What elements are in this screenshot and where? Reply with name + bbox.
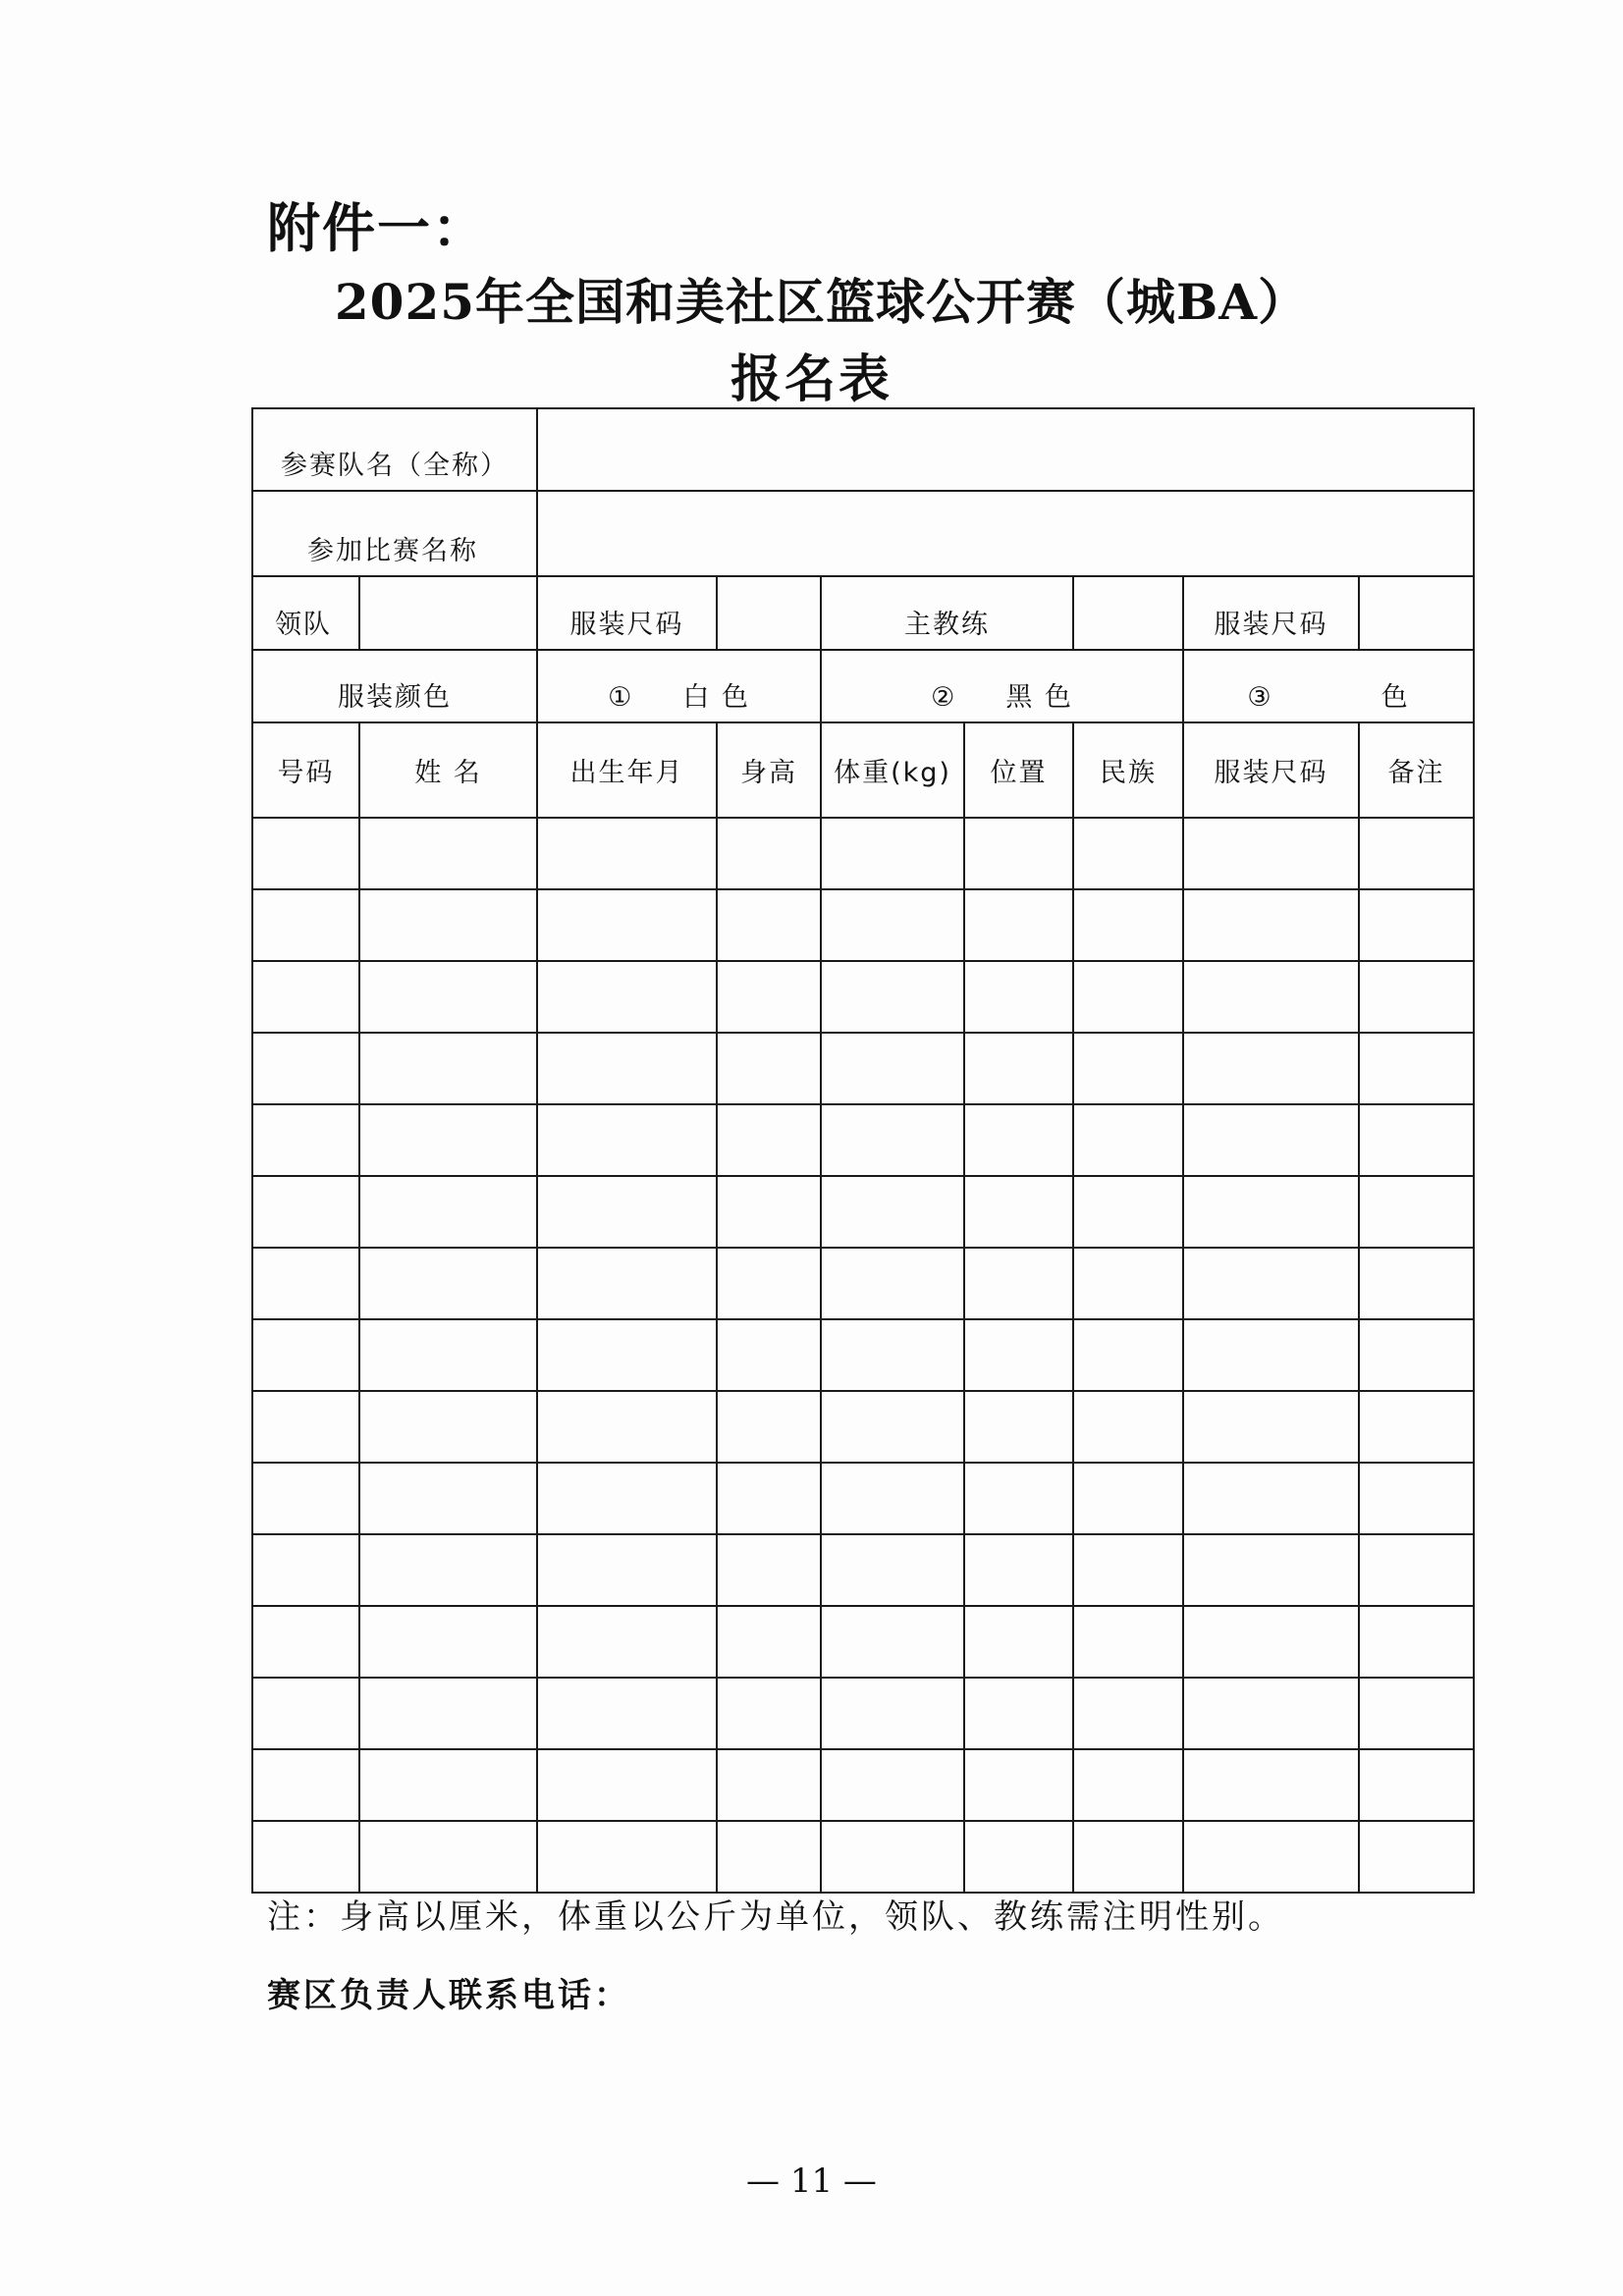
color-option-1-name: 白 色: [682, 682, 750, 713]
player-cell[interactable]: [537, 1104, 717, 1176]
player-row: [252, 1678, 1474, 1749]
player-cell[interactable]: [717, 1606, 821, 1678]
coach-size-label: 服装尺码: [1183, 576, 1359, 650]
player-cell[interactable]: [1183, 889, 1359, 961]
player-cell[interactable]: [717, 1319, 821, 1391]
player-cell[interactable]: [252, 1033, 359, 1104]
competition-field[interactable]: [537, 491, 1474, 576]
player-cell[interactable]: [1183, 1821, 1359, 1893]
player-cell[interactable]: [1183, 1678, 1359, 1749]
player-cell[interactable]: [1073, 1391, 1183, 1463]
player-cell[interactable]: [821, 1678, 964, 1749]
player-cell[interactable]: [821, 1391, 964, 1463]
player-cell[interactable]: [252, 1391, 359, 1463]
player-cell[interactable]: [359, 1391, 537, 1463]
player-cell[interactable]: [964, 1749, 1073, 1821]
player-row: [252, 818, 1474, 889]
col-header-name: 姓 名: [359, 722, 537, 818]
player-cell[interactable]: [252, 1749, 359, 1821]
player-cell[interactable]: [252, 1176, 359, 1248]
player-cell[interactable]: [1073, 1678, 1183, 1749]
player-cell[interactable]: [1183, 1606, 1359, 1678]
player-cell[interactable]: [252, 1534, 359, 1606]
player-cell[interactable]: [1359, 818, 1474, 889]
player-cell[interactable]: [359, 889, 537, 961]
player-cell[interactable]: [1359, 1319, 1474, 1391]
player-cell[interactable]: [359, 961, 537, 1033]
team-name-row: [252, 408, 1474, 491]
player-cell[interactable]: [1073, 1463, 1183, 1534]
color-option-2[interactable]: [821, 650, 1183, 722]
player-cell[interactable]: [964, 1534, 1073, 1606]
player-cell[interactable]: [1183, 1319, 1359, 1391]
staff-row: [252, 576, 1474, 650]
col-header-size: 服装尺码: [1183, 722, 1359, 818]
player-cell[interactable]: [821, 1248, 964, 1319]
player-cell[interactable]: [717, 1821, 821, 1893]
head-coach-field[interactable]: [1073, 576, 1183, 650]
uniform-color-row: [252, 650, 1474, 722]
player-cell[interactable]: [359, 1749, 537, 1821]
col-header-height: 身高: [717, 722, 821, 818]
contact-label: 赛区负责人联系电话：: [267, 1976, 630, 2015]
player-cell[interactable]: [252, 1606, 359, 1678]
player-cell[interactable]: [252, 961, 359, 1033]
player-cell[interactable]: [359, 1033, 537, 1104]
player-cell[interactable]: [359, 1319, 537, 1391]
player-cell[interactable]: [537, 1319, 717, 1391]
col-header-ethnicity: 民族: [1073, 722, 1183, 818]
player-cell[interactable]: [821, 1749, 964, 1821]
player-cell[interactable]: [537, 889, 717, 961]
player-row: [252, 1391, 1474, 1463]
player-cell[interactable]: [252, 1678, 359, 1749]
coach-size-field[interactable]: [1359, 576, 1474, 650]
player-cell[interactable]: [717, 1391, 821, 1463]
player-row: [252, 1606, 1474, 1678]
player-cell[interactable]: [1359, 1248, 1474, 1319]
color-option-1-num: ①: [608, 682, 634, 713]
player-cell[interactable]: [717, 1678, 821, 1749]
player-cell[interactable]: [1183, 1534, 1359, 1606]
player-cell[interactable]: [821, 1033, 964, 1104]
player-cell[interactable]: [717, 961, 821, 1033]
player-cell[interactable]: [964, 1176, 1073, 1248]
player-cell[interactable]: [537, 1534, 717, 1606]
player-cell[interactable]: [537, 1678, 717, 1749]
player-cell[interactable]: [1359, 1678, 1474, 1749]
player-row: [252, 1176, 1474, 1248]
player-cell[interactable]: [821, 961, 964, 1033]
competition-row: [252, 491, 1474, 576]
player-cell[interactable]: [1359, 1033, 1474, 1104]
col-header-position: 位置: [964, 722, 1073, 818]
form-title: 2025年全国和美社区篮球公开赛（城BA）: [334, 273, 1309, 331]
player-row: [252, 1749, 1474, 1821]
player-cell[interactable]: [359, 1606, 537, 1678]
color-option-2-name: 黑 色: [1005, 682, 1073, 713]
player-cell[interactable]: [717, 1463, 821, 1534]
player-cell[interactable]: [1359, 1463, 1474, 1534]
player-cell[interactable]: [252, 1463, 359, 1534]
player-row: [252, 1319, 1474, 1391]
player-cell[interactable]: [1073, 1248, 1183, 1319]
player-cell[interactable]: [964, 1821, 1073, 1893]
col-header-number: 号码: [252, 722, 359, 818]
player-cell[interactable]: [1073, 1104, 1183, 1176]
color-option-2-num: ②: [931, 682, 957, 713]
player-cell[interactable]: [964, 889, 1073, 961]
player-cell[interactable]: [1073, 1176, 1183, 1248]
player-cell[interactable]: [1359, 1104, 1474, 1176]
player-cell[interactable]: [1073, 1319, 1183, 1391]
player-row: [252, 1463, 1474, 1534]
player-cell[interactable]: [252, 889, 359, 961]
leader-label: 领队: [252, 576, 359, 650]
player-cell[interactable]: [1183, 818, 1359, 889]
player-cell[interactable]: [252, 1319, 359, 1391]
player-cell[interactable]: [821, 1463, 964, 1534]
player-cell[interactable]: [1359, 1391, 1474, 1463]
player-cell[interactable]: [964, 1104, 1073, 1176]
player-cell[interactable]: [1073, 1534, 1183, 1606]
player-cell[interactable]: [537, 1248, 717, 1319]
color-option-1[interactable]: [537, 650, 821, 722]
player-row: [252, 1534, 1474, 1606]
player-cell[interactable]: [537, 1176, 717, 1248]
player-cell[interactable]: [1183, 1176, 1359, 1248]
player-cell[interactable]: [964, 1463, 1073, 1534]
player-cell[interactable]: [359, 1248, 537, 1319]
player-cell[interactable]: [537, 1749, 717, 1821]
player-cell[interactable]: [1073, 1749, 1183, 1821]
player-cell[interactable]: [717, 1176, 821, 1248]
player-cell[interactable]: [1359, 1749, 1474, 1821]
player-cell[interactable]: [1359, 1176, 1474, 1248]
player-cell[interactable]: [359, 1534, 537, 1606]
player-cell[interactable]: [537, 1463, 717, 1534]
player-cell[interactable]: [1183, 1248, 1359, 1319]
col-header-birth: 出生年月: [537, 722, 717, 818]
player-cell[interactable]: [964, 1033, 1073, 1104]
player-cell[interactable]: [537, 1821, 717, 1893]
registration-table: [251, 407, 1475, 1894]
attachment-label: 附件一：: [267, 197, 487, 259]
player-cell[interactable]: [964, 1606, 1073, 1678]
player-row: [252, 1033, 1474, 1104]
player-cell[interactable]: [964, 818, 1073, 889]
player-cell[interactable]: [1183, 961, 1359, 1033]
player-cell[interactable]: [821, 1534, 964, 1606]
player-cell[interactable]: [252, 1248, 359, 1319]
head-coach-label: 主教练: [821, 576, 1073, 650]
player-cell[interactable]: [537, 1033, 717, 1104]
player-row: [252, 1821, 1474, 1893]
player-cell[interactable]: [359, 1821, 537, 1893]
team-name-label: 参赛队名（全称）: [252, 408, 537, 491]
player-cell[interactable]: [1359, 961, 1474, 1033]
player-cell[interactable]: [964, 1319, 1073, 1391]
player-cell[interactable]: [1073, 889, 1183, 961]
player-cell[interactable]: [717, 1033, 821, 1104]
uniform-color-label: 服装颜色: [252, 650, 537, 722]
player-row: [252, 961, 1474, 1033]
player-cell[interactable]: [1359, 889, 1474, 961]
player-cell[interactable]: [1359, 1534, 1474, 1606]
player-cell[interactable]: [821, 1104, 964, 1176]
color-option-3[interactable]: [1183, 650, 1474, 722]
team-name-field[interactable]: [537, 408, 1474, 491]
player-cell[interactable]: [821, 889, 964, 961]
player-row: [252, 1248, 1474, 1319]
player-cell[interactable]: [964, 1678, 1073, 1749]
color-option-3-num: ③: [1247, 682, 1273, 713]
player-cell[interactable]: [359, 818, 537, 889]
player-cell[interactable]: [252, 1104, 359, 1176]
player-cell[interactable]: [717, 1749, 821, 1821]
player-cell[interactable]: [717, 889, 821, 961]
player-cell[interactable]: [537, 818, 717, 889]
player-cell[interactable]: [964, 961, 1073, 1033]
player-cell[interactable]: [359, 1104, 537, 1176]
player-cell[interactable]: [717, 1534, 821, 1606]
leader-field[interactable]: [359, 576, 537, 650]
player-cell[interactable]: [359, 1463, 537, 1534]
player-cell[interactable]: [821, 1606, 964, 1678]
leader-size-label: 服装尺码: [537, 576, 717, 650]
player-cell[interactable]: [1073, 818, 1183, 889]
player-cell[interactable]: [1183, 1749, 1359, 1821]
player-cell[interactable]: [1073, 1821, 1183, 1893]
player-cell[interactable]: [1073, 961, 1183, 1033]
player-cell[interactable]: [1073, 1606, 1183, 1678]
player-cell[interactable]: [1183, 1104, 1359, 1176]
player-cell[interactable]: [964, 1248, 1073, 1319]
player-row: [252, 1104, 1474, 1176]
form-note: 注：身高以厘米，体重以公斤为单位，领队、教练需注明性别。: [267, 1897, 1284, 1937]
color-option-3-name: 色: [1380, 682, 1410, 713]
col-header-remarks: 备注: [1359, 722, 1474, 818]
form-subtitle: 报名表: [730, 349, 893, 409]
player-cell[interactable]: [1183, 1391, 1359, 1463]
player-cell[interactable]: [252, 818, 359, 889]
player-cell[interactable]: [821, 1176, 964, 1248]
player-cell[interactable]: [717, 1104, 821, 1176]
player-cell[interactable]: [537, 1391, 717, 1463]
player-cell[interactable]: [537, 1606, 717, 1678]
player-cell[interactable]: [359, 1678, 537, 1749]
player-cell[interactable]: [821, 1319, 964, 1391]
player-cell[interactable]: [359, 1176, 537, 1248]
player-cell[interactable]: [964, 1391, 1073, 1463]
player-cell[interactable]: [821, 1821, 964, 1893]
player-cell[interactable]: [821, 818, 964, 889]
player-header-row: [252, 722, 1474, 818]
player-cell[interactable]: [717, 1248, 821, 1319]
player-cell[interactable]: [1183, 1033, 1359, 1104]
player-cell[interactable]: [1359, 1821, 1474, 1893]
player-row: [252, 889, 1474, 961]
player-cell[interactable]: [717, 818, 821, 889]
player-cell[interactable]: [252, 1821, 359, 1893]
player-cell[interactable]: [1073, 1033, 1183, 1104]
player-cell[interactable]: [537, 961, 717, 1033]
page-number: — 11 —: [746, 2162, 877, 2201]
competition-label: 参加比赛名称: [252, 491, 537, 576]
col-header-weight: 体重(kg): [821, 722, 964, 818]
leader-size-field[interactable]: [717, 576, 821, 650]
player-cell[interactable]: [1359, 1606, 1474, 1678]
player-cell[interactable]: [1183, 1463, 1359, 1534]
